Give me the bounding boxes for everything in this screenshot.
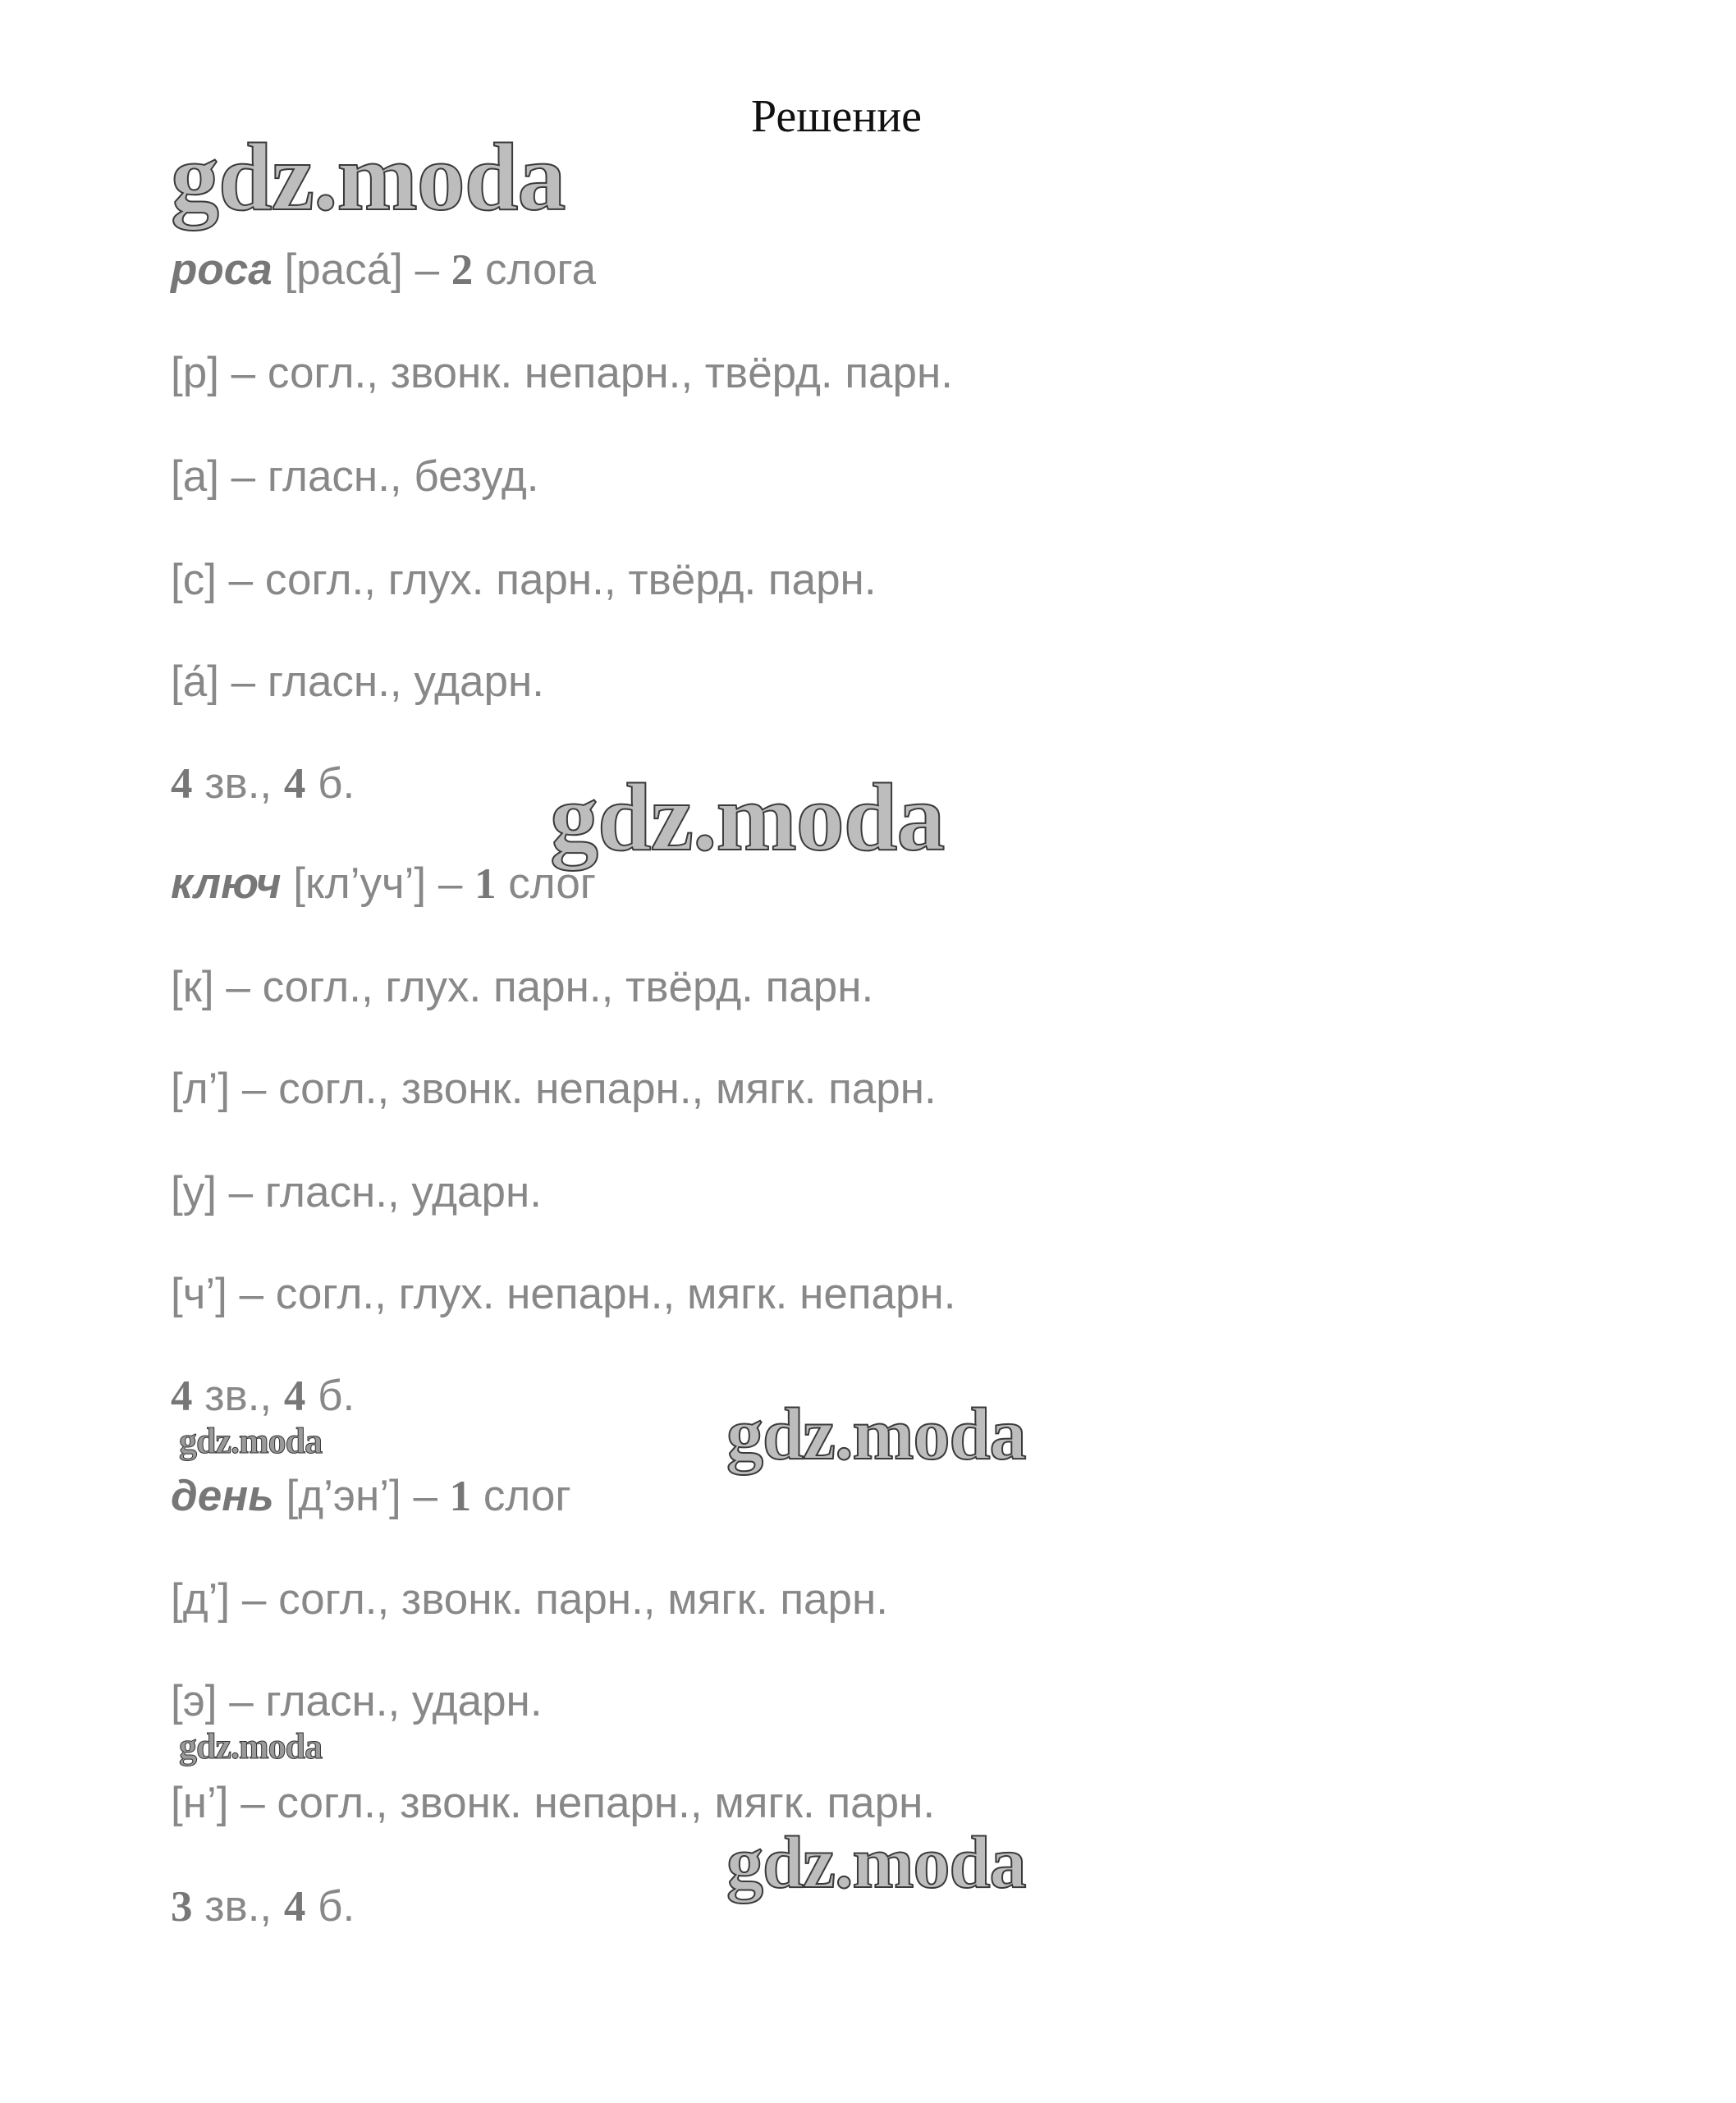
syllable-word: слог	[508, 859, 597, 908]
word-header	[171, 245, 596, 295]
watermark-logo: gdz.moda	[550, 763, 945, 871]
word-header	[171, 859, 596, 909]
sound-line: [э] – гласн., ударн.	[171, 1677, 543, 1725]
summary-line	[171, 1881, 355, 1931]
syllable-count: 1	[449, 1473, 472, 1520]
dash: –	[437, 859, 463, 908]
summary-sounds-label: зв.,	[204, 1882, 273, 1931]
sound-count: 4	[171, 1372, 193, 1420]
letter-count: 4	[283, 1883, 306, 1931]
watermark-logo: gdz.moda	[726, 1822, 1026, 1904]
watermark-logo: gdz.moda	[179, 1726, 323, 1766]
sound-line: [а] – гласн., безуд.	[171, 452, 539, 501]
sound-line: [у] – гласн., ударн.	[171, 1168, 543, 1216]
sound-line: [а́] – гласн., ударн.	[171, 657, 544, 706]
sound-count: 4	[171, 760, 193, 808]
syllable-count: 1	[474, 860, 497, 908]
summary-sounds-label: зв.,	[204, 1372, 273, 1420]
letter-count: 4	[283, 1372, 306, 1420]
summary-sounds-label: зв.,	[204, 759, 273, 808]
sound-count: 3	[171, 1883, 193, 1931]
sound-line: [н’] – согл., звонк. непарн., мягк. парн.	[171, 1779, 936, 1827]
syllable-count: 2	[451, 246, 474, 294]
syllable-word: слог	[483, 1472, 571, 1520]
dash: –	[413, 1472, 437, 1520]
word: день	[171, 1472, 274, 1520]
watermark-logo: gdz.moda	[171, 123, 566, 231]
transcription: [д’эн’]	[286, 1472, 401, 1520]
sound-line: [ч’] – согл., глух. непарн., мягк. непарн.	[171, 1270, 956, 1318]
summary-line	[171, 758, 355, 809]
letter-count: 4	[283, 760, 306, 808]
summary-letters-label: б.	[318, 1882, 355, 1931]
dash: –	[415, 245, 440, 294]
sound-line: [д’] – согл., звонк. парн., мягк. парн.	[171, 1575, 889, 1624]
page-heading: Решение	[751, 91, 923, 142]
syllable-word: слога	[485, 245, 597, 294]
sound-line: [к] – согл., глух. парн., твёрд. парн.	[171, 963, 874, 1011]
sound-line: [л’] – согл., звонк. непарн., мягк. парн.	[171, 1065, 937, 1113]
word-header	[171, 1471, 571, 1521]
word: роса	[171, 245, 273, 294]
watermark-logo: gdz.moda	[179, 1421, 323, 1461]
transcription: [раса́]	[284, 245, 403, 294]
sound-line: [р] – согл., звонк. непарн., твёрд. парн.	[171, 349, 953, 397]
transcription: [кл’уч’]	[293, 859, 427, 908]
summary-line	[171, 1371, 355, 1421]
sound-line: [с] – согл., глух. парн., твёрд. парн.	[171, 556, 877, 604]
summary-letters-label: б.	[318, 1372, 355, 1420]
word: ключ	[171, 859, 282, 908]
summary-letters-label: б.	[318, 759, 355, 808]
watermark-logo: gdz.moda	[726, 1394, 1026, 1475]
